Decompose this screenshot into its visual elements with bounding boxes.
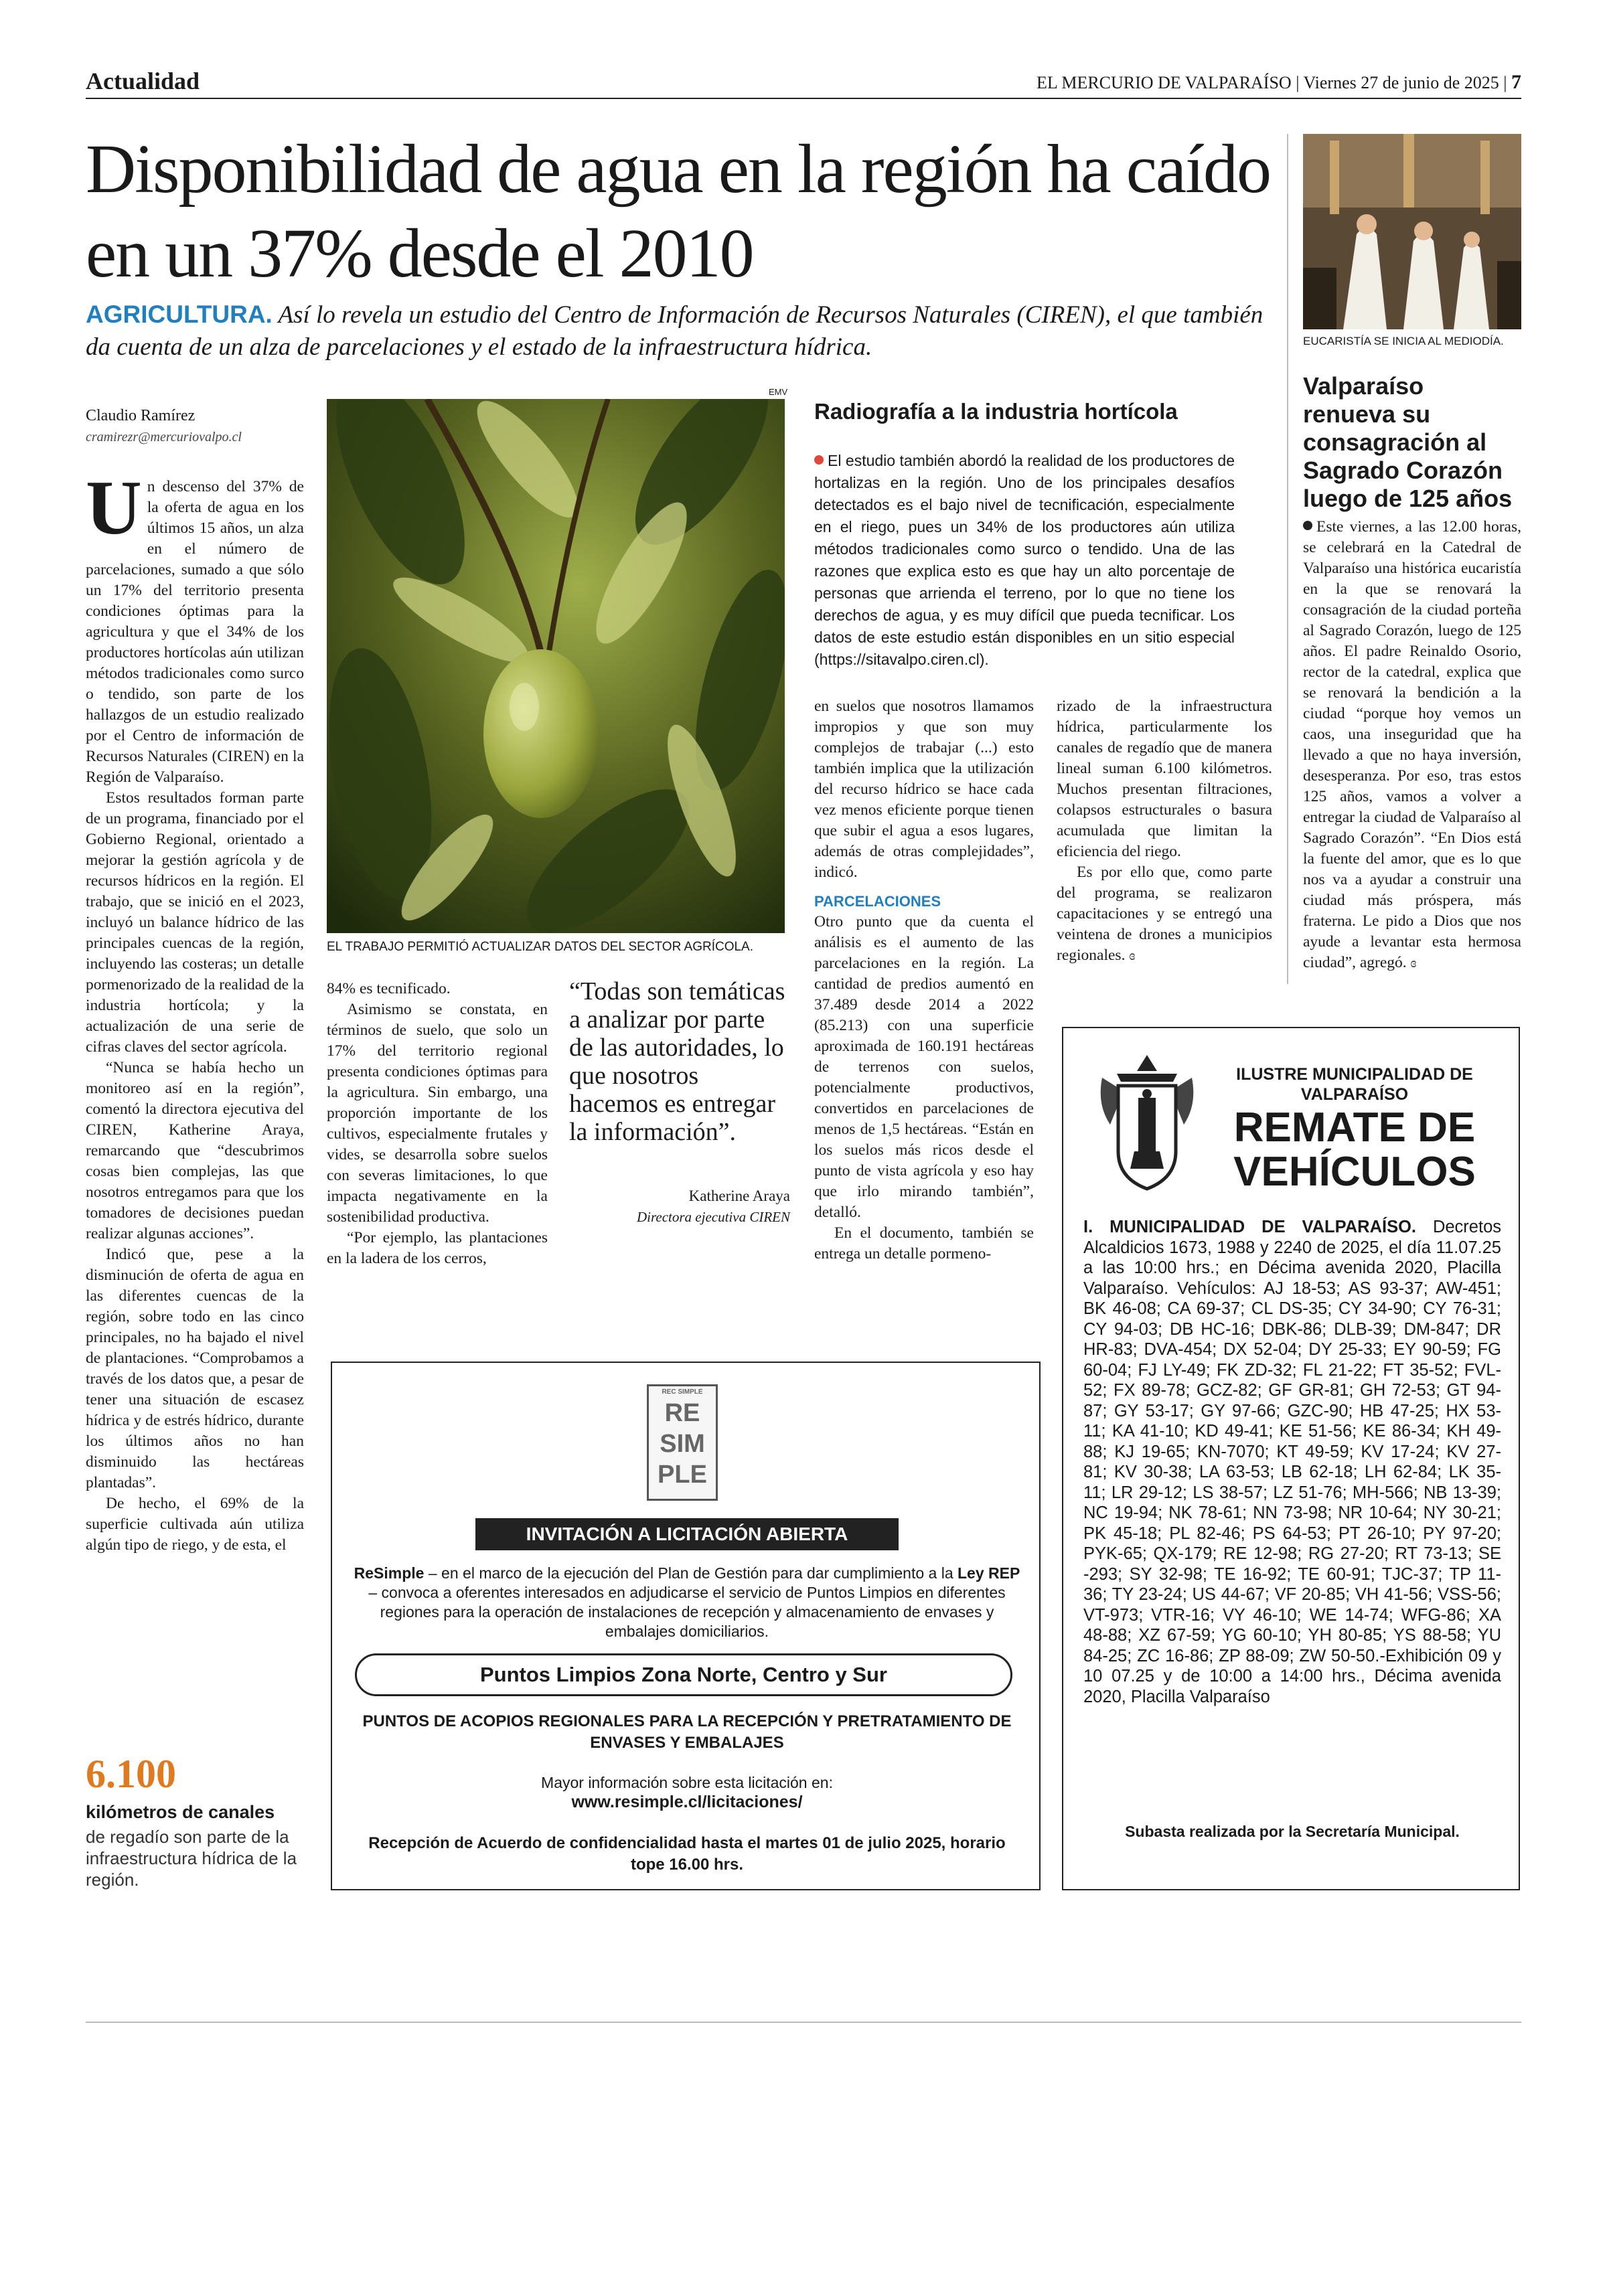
cathedral-photo-caption: EUCARISTÍA SE INICIA AL MEDIODÍA. [1303, 335, 1504, 347]
remate-title: REMATE DE VEHÍCULOS [1233, 1104, 1476, 1195]
section-subhead: PARCELACIONES [814, 893, 941, 910]
logo-small-text: REC SIMPLE [662, 1388, 703, 1396]
body-paragraph: De hecho, el 69% de la superficie cultivada aún utiliza algún tipo de riego, y de esta, el [86, 1495, 304, 1554]
header-rule [86, 98, 1521, 99]
logo-line: RE [664, 1399, 700, 1427]
byline-email: cramirezr@mercuriovalpo.cl [86, 430, 242, 444]
body-paragraph [86, 465, 304, 788]
remate-text: Decretos Alcaldicios 1673, 1988 y 2240 de 2025, el día 11.07.25 a las 10:00 hrs.; en Décima avenida 2020, Placilla Valparaíso. Vehículos: AJ 18-53; AS 93-37; AW-451; BK 46-08; CA 69-37; CL DS-35; CY 34-90; CY 76-31; CY 94-03; DB HC-16; DBK-86; DLB-39; DM-847; DR HR-83; DVA-454; DX 52-04; DY 25-33; EY 90-59; FG 60-04; FJ LY-49; FK ZD-32; FL 21-22; FT 35-52; FVL-52; FX 89-78; GCZ-82; GF GR-81; GH 72-53; GT 94-87; GY 53-17; GY 97-66; GZC-90; HB 47-25; HX 53-11; KA 41-10; KD 49-41; KE 51-56; KE 86-34; KH 49-88; KJ 19-65; KN-7070; KT 49-59; KV 17-24; KV 27-81; KV 30-38; LA 63-53; LB 62-18; LH 62-84; LK 35-11; LR 29-12; LS 38-57; LZ 51-76; MH-566; NB 13-39; NC 19-94; NK 78-61; NN 73-98; NR 10-64; NY 30-21; PK 45-18; PL 82-46; PS 64-53; PT 26-10; PY 97-20; PYK-65; QX-179; RE 12-98; RG 27-20; RT 73-13; SE -293; SY 32-98; TE 16-92; TE 60-91; TJC-37; TP 11-36; TY 23-24; US 44-67; VF 20-85; VH 41-56; VSS-56; VT-973; VTR-16; VY 46-10; WE 14-74; WFG-86; XA 48-88; XZ 67-59; YG 60-10; YH 80-85; YS 88-58; YU 84-25; ZC 16-86; ZP 88-09; ZW 50-50.-Exhibición 09 y 10 07.25 y de 10:00 a 14:00 hrs., Décima avenida 2020, Placilla Valparaíso [1083, 1218, 1501, 1706]
right-story-body [1303, 517, 1521, 974]
quote-attribution-role: Directora ejecutiva CIREN [637, 1209, 790, 1225]
byline-author: Claudio Ramírez [86, 407, 196, 424]
body-paragraph: En el documento, también se entrega un detalle pormeno- [814, 1224, 1034, 1262]
bullet-dot-icon [814, 455, 824, 465]
lead-text: Así lo revela un estudio del Centro de Información de Recursos Naturales (CIREN), el que también da cuenta de un alza de parcelaciones y el estado de la infraestructura hídrica. [86, 301, 1264, 361]
article-column-4 [1057, 696, 1272, 967]
cathedral-photo [1303, 134, 1521, 329]
avocado-photo [327, 399, 785, 933]
sidebar-paragraph: El estudio también abordó la realidad de los productores de hortalizas en la región. Uno de los principales desafíos detectados es el bajo nivel de tecnificación, especialmente en el riego, pues un 34% de los productores aún utiliza métodos tradicionales como surco o tendido. Una de las razones que explica esto es que hay un alto porcentaje de personas que arrienda el terreno, por lo que no tiene los derechos de agua, y es muy difícil que pueda tecnificar. Los datos de este estudio están disponibles en un sitio especial (https://sitavalpo.ciren.cl). [814, 452, 1235, 668]
ad-body-text [352, 1564, 1022, 1641]
ad-banner: INVITACIÓN A LICITACIÓN ABIERTA [475, 1518, 899, 1550]
publication-name: EL MERCURIO DE VALPARAÍSO [1037, 73, 1292, 92]
bullet-dot-icon [1303, 521, 1312, 530]
ad-url: www.resimple.cl/licitaciones/ [571, 1793, 803, 1811]
sidebar-text [814, 450, 1235, 671]
municipal-crest-icon [1097, 1051, 1197, 1194]
body-paragraph: “Nunca se había hecho un monitoreo así en la región”, comentó la directora ejecutiva del CIREN, Katherine Araya, remarcando que “descubrimos cosas bien complejas, las que nosotros entregamos para que los tomadores de decisiones puedan realizar algunas acciones”. [86, 1059, 304, 1242]
avocado-illustration [327, 399, 785, 933]
ad-acopio-heading: PUNTOS DE ACOPIOS REGIONALES PARA LA RECEPCIÓN Y PRETRATAMIENTO DE ENVASES Y EMBALAJES [362, 1712, 1012, 1752]
article-column-1 [86, 465, 304, 1556]
stat-number: 6.100 [86, 1752, 176, 1796]
issue-date: Viernes 27 de junio de 2025 [1303, 73, 1499, 92]
end-mark-icon: ɞ [1410, 956, 1417, 971]
remate-body [1083, 1217, 1501, 1707]
right-story-headline: Valparaíso renueva su consagración al Sagrado Corazón luego de 125 años [1303, 372, 1513, 512]
sidebar-title: Radiografía a la industria hortícola [814, 399, 1178, 424]
ad-law: Ley REP [958, 1564, 1020, 1582]
page-number: 7 [1511, 71, 1521, 93]
masthead-divider: | [1503, 73, 1507, 92]
logo-line: SIM [660, 1430, 705, 1458]
remate-footer: Subasta realizada por la Secretaría Municipal. [1125, 1823, 1460, 1840]
pull-quote: “Todas son temáticas a analizar por parte de las autoridades, lo que nosotros hacemos es entregar la información”. [569, 977, 785, 1146]
paragraph-text: n descenso del 37% de la oferta de agua en los últimos 15 años, un alza en el número de parcelaciones, sumado a que sólo un 17% del territorio presenta condiciones óptimas para la agricultura y que el 34% de los productores hortícolas aún utilizan métodos tradicionales como surco o tendido, son parte de los hallazgos de un estudio realizado por el Centro de información de Recursos Naturales (CIREN) en la Región de Valparaíso. [86, 478, 304, 786]
headline: Disponibilidad de agua en la región ha caído en un 37% desde el 2010 [86, 131, 1270, 292]
logo-line: PLE [658, 1461, 707, 1489]
body-paragraph: “Por ejemplo, las plantaciones en la ladera de los cerros, [327, 1229, 548, 1267]
column-divider [1287, 134, 1288, 984]
remate-lead: I. MUNICIPALIDAD DE VALPARAÍSO. [1083, 1218, 1417, 1236]
ad-body-part: – en el marco de la ejecución del Plan de Gestión para dar cumplimiento a la [424, 1564, 958, 1582]
masthead [1037, 71, 1521, 94]
body-paragraph: Asimismo se constata, en términos de suelo, que solo un 17% del territorio regional presenta condiciones óptimas para la agricultura. Sin embargo, una proporción importante de los cultivos, especialmente frutales y vides, se desarrolla sobre suelos con severas limitaciones, lo que impacta negativamente en la sostenibilidad productiva. [327, 1001, 548, 1226]
masthead-divider: | [1296, 73, 1300, 92]
body-paragraph [1057, 862, 1272, 967]
ad-body-part: – convoca a oferentes interesados en adjudicarse el servicio de Puntos Limpios en diferentes regiones para la operación de instalaciones de recepción y almacenamiento de envases y embalajes domiciliarios. [368, 1584, 1006, 1640]
bottom-rule [86, 2022, 1521, 2023]
ad-service-pill: Puntos Limpios Zona Norte, Centro y Sur [355, 1653, 1012, 1696]
ad-brand: ReSimple [354, 1564, 425, 1582]
end-mark-icon: ɞ [1129, 949, 1136, 963]
body-paragraph: Indicó que, pese a la disminución de oferta de agua en las diferentes cuencas de la región, sobre todo en las cinco principales, no ha bajado el nivel de plantaciones. “Comprobamos a través de los datos que, a pesar de tener una situación de escasez hídrica y de estrés hídrico, durante los últimos años no han disminuido las hectáreas plantadas”. [86, 1246, 304, 1491]
remate-ad [1062, 1027, 1520, 1890]
article-column-2 [327, 979, 548, 1269]
body-paragraph: 84% es tecnificado. [327, 980, 451, 997]
body-paragraph: Estos resultados forman parte de un programa, financiado por el Gobierno Regional, orientado a mejorar la gestión agrícola y de recursos hídricos en la región. El trabajo, que se inició en el 2023, incluyó un balance hídrico de las principales cuencas de la región, incluyendo las costeras; un detalle pormenorizado de la realidad de la industria hortícola; y la actualización de una serie de cifras claves del sector agrícola. [86, 789, 304, 1056]
cathedral-illustration [1303, 134, 1521, 329]
stat-description: de regadío son parte de la infraestructura hídrica de la región. [86, 1827, 297, 1890]
right-story-paragraph: Este viernes, a las 12.00 horas, se celebrará en la Catedral de Valparaíso una histórica eucaristía en la que se renovará la consagración de la ciudad porteña al Sagrado Corazón, luego de 125 años. El padre Reinaldo Osorio, rector de la catedral, explica que se renovará la bendición a la ciudad “porque hoy vemos un caos, una inseguridad que ha llevado a que no haya inversión, desesperanza. Por eso, tras estos 125 años, vamos a volver a entregar la ciudad de Valparaíso al Sagrado Corazón”. “En Dios está la fuente del amor, que es lo que nos va a ayudar a construir una ciudad más próspera, más fraterna. Le pido a Dios que nos ayude a levantar esta hermosa ciudad”, agregó. [1303, 518, 1521, 971]
quote-attribution-name: Katherine Araya [688, 1187, 790, 1204]
photo-caption: EL TRABAJO PERMITIÓ ACTUALIZAR DATOS DEL SECTOR AGRÍCOLA. [327, 940, 754, 954]
resimple-ad [331, 1362, 1041, 1890]
body-paragraph: en suelos que nosotros llamamos impropios y que son muy complejos de trabajar (...) esto también implica que la utilización del recurso hídrico se hace cada vez menos eficiente porque tienen que subir el agua a esos lugares, además de otras complejidades”, indicó. [814, 698, 1034, 881]
article-column-3 [814, 696, 1034, 1264]
municipality-name: ILUSTRE MUNICIPALIDAD DE VALPARAÍSO [1236, 1065, 1473, 1104]
ad-more-info: Mayor información sobre esta licitación en: [541, 1774, 833, 1791]
photo-credit: EMV [769, 387, 788, 397]
drop-cap: U [86, 465, 142, 551]
kicker: AGRICULTURA. [86, 301, 273, 328]
paragraph-text: Es por ello que, como parte del programa, se realizaron capacitaciones y se entregó una veintena de drones a municipios regionales. [1057, 864, 1272, 964]
lead-paragraph [86, 299, 1284, 363]
resimple-logo [647, 1384, 718, 1501]
stat-label: kilómetros de canales [86, 1802, 275, 1822]
ad-deadline: Recepción de Acuerdo de confidencialidad hasta el martes 01 de julio 2025, horario tope 16.00 hrs. [368, 1834, 1006, 1874]
body-paragraph: Otro punto que da cuenta el análisis es el aumento de las parcelaciones en la región. La cantidad de predios aumentó en 37.489 desde 2014 a 2022 (85.213) con una superficie aproximada de 160.191 hectáreas de terrenos con suelos, potencialmente productivos, convertidos en parcelaciones de menos de 1,5 hectáreas. “Están en los suelos más ricos desde el punto de vista agrícola y eso hay que irlo mirando también”, detalló. [814, 913, 1034, 1221]
body-paragraph: rizado de la infraestructura hídrica, particularmente los canales de regadío que de manera lineal suman 6.100 kilómetros. Muchos presentan filtraciones, colapsos estructurales o basura acumulada que limitan la eficiencia del riego. [1057, 698, 1272, 860]
section-label: Actualidad [86, 68, 200, 94]
